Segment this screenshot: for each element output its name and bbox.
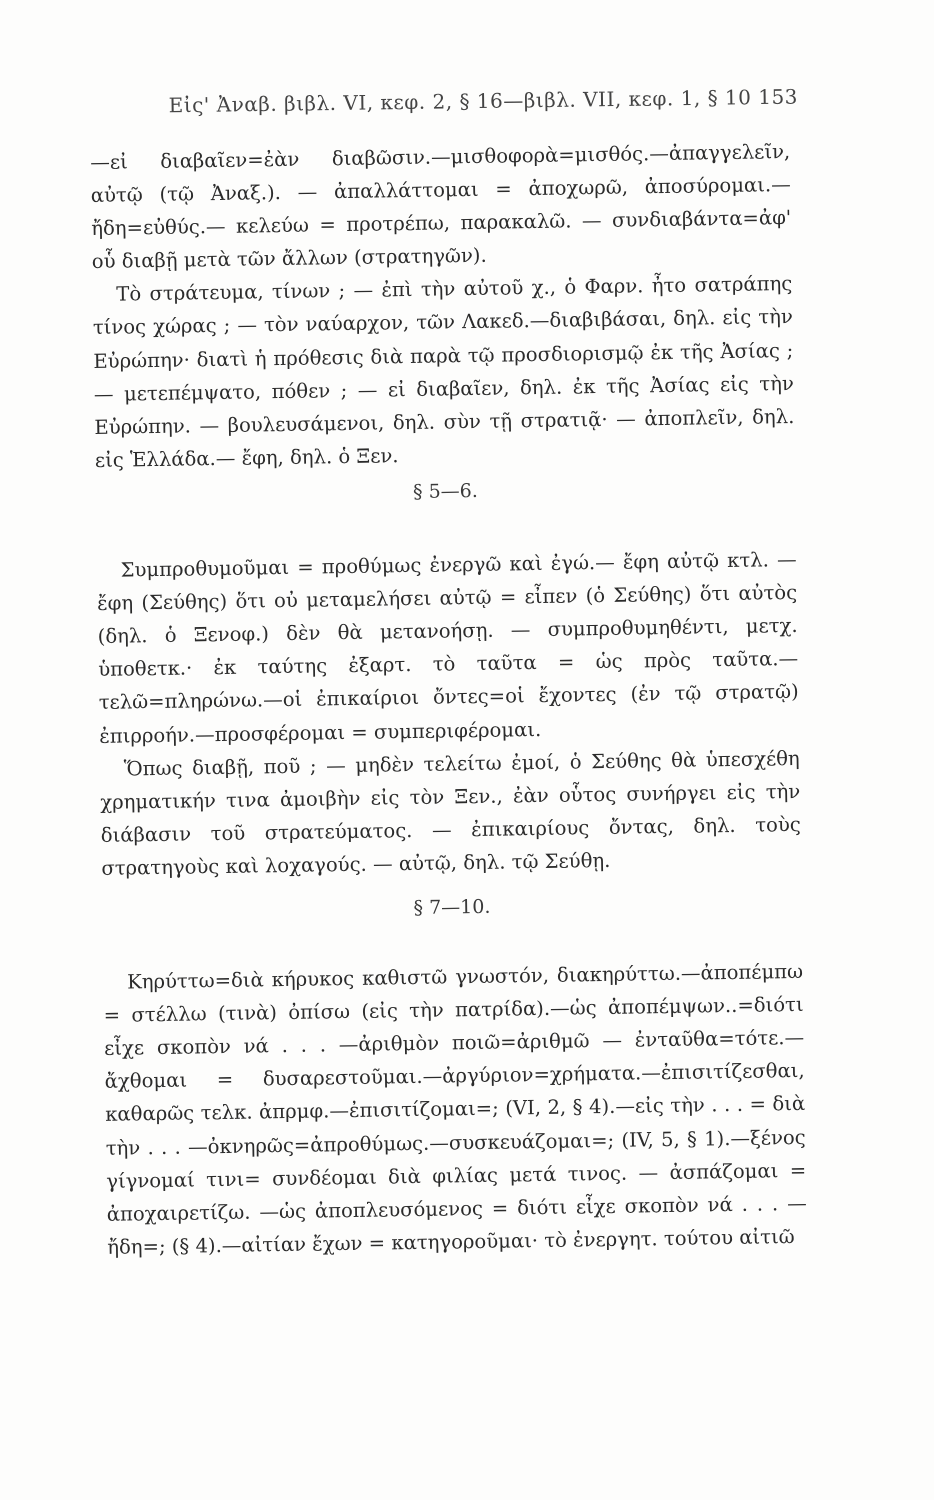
paragraph: Συμπροθυμοῦμαι = προθύμως ἐνεργῶ καὶ ἐγώ.— ἔφη αὐτῷ κτλ. — ἔφη (Σεύθης) ὅτι οὐ μεταμελήσει αὐτῷ = εἶπεν (ὁ Σεύθης) ὅτι αὐτὸς (δηλ. ὁ Ξενοφ.) δὲν θὰ μετανοήσῃ. — συμπροθυμηθέντι, μετχ. ὑποθετκ.· ἐκ ταύτης ἐξαρτ. τὸ ταῦτα = ὡς πρὸς ταῦτα.— τελῶ=πληρώνω.—οἱ ἐπικαίριοι ὄντες=οἱ ἔχοντες (ἐν τῷ στρατῷ) ἐπιρροήν.—προσφέρομαι = συμπεριφέρομαι.: [97, 547, 799, 748]
text-body: [90, 135, 807, 1264]
paragraph: —εἰ διαβαῖεν=ἐὰν διαβῶσιν.—μισθοφορὰ=μισθός.—ἀπαγγελεῖν, αὐτῷ (τῷ Ἀναξ.). — ἀπαλλάττομαι = ἀποχωρῶ, ἀποσύρομαι.—ἤδη=εὐθύς.— κελεύω = προτρέπω, παρακαλῶ. — συνδιαβάντα=ἀφ' οὗ διαβῇ μετὰ τῶν ἄλλων (στρατηγῶν).: [90, 140, 792, 274]
running-head: Εἰς' Ἀναβ. βιβλ. VI, κεφ. 2, § 16—βιβλ. VII, κεφ. 1, § 10 153: [168, 84, 799, 118]
section-heading: § 7—10.: [413, 895, 491, 919]
paragraph: Κηρύττω=διὰ κήρυκος καθιστῶ γνωστόν, διακηρύττω.—ἀποπέμπω = στέλλω (τινὰ) ὀπίσω (εἰς τὴν πατρίδα).—ὡς ἀποπέμψων..=διότι εἶχε σκοπὸν νά . . . —ἀριθμὸν ποιῶ=ἀριθμῶ — ἐνταῦθα=τότε.—ἄχθομαι = δυσαρεστοῦμαι.—ἀργύριον=χρήματα.—ἐπισιτίζεσθαι, καθαρῶς τελκ. ἀπρμφ.—ἐπισιτίζομαι=; (VI, 2, § 4).—εἰς τὴν . . . = διὰ τὴν . . . —ὀκνηρῶς=ἀπροθύμως.—συσκευάζομαι=; (IV, 5, § 1).—ξένος γίγνομαί τινι= συνδέομαι διὰ φιλίας μετά τινος. — ἀσπάζομαι = ἀποχαιρετίζω. —ὡς ἀποπλευσόμενος = διότι εἶχε σκοπὸν νά . . . — ἤδη=; (§ 4).—αἰτίαν ἔχων = κατηγοροῦμαι· τὸ ἐνεργητ. τούτου αἰτιῶ: [103, 959, 807, 1259]
section-heading: § 5—6.: [412, 479, 479, 503]
paragraph: Ὅπως διαβῇ, ποῦ ; — μηδὲν τελείτω ἐμοί, ὁ Σεύθης θὰ ὑπεσχέθη χρηματικήν τινα ἀμοιβὴν εἰς τὸν Ξεν., ἐὰν οὗτος συνήργει εἰς τὴν διάβασιν τοῦ στρατεύματος. — ἐπικαιρίους ὄντας, δηλ. τοὺς στρατηγοὺς καὶ λοχαγούς. — αὐτῷ, δηλ. τῷ Σεύθῃ.: [100, 746, 801, 880]
paragraph: Τὸ στράτευμα, τίνων ; — ἐπὶ τὴν αὐτοῦ χ., ὁ Φαρν. ἦτο σατράπης τίνος χώρας ; — τὸν ναύαρχον, τῶν Λακεδ.—διαβιβάσαι, δηλ. εἰς τὴν Εὐρώπην· διατὶ ἡ πρόθεσις διὰ παρὰ τῷ προσδιορισμῷ ἐκ τῆς Ἀσίας ; — μετεπέμψατο, πόθεν ; — εἰ διαβαῖεν, δηλ. ἐκ τῆς Ἀσίας εἰς τὴν Εὐρώπην. — βουλευσάμενοι, δηλ. σὺν τῇ στρατιᾷ· — ἀποπλεῖν, δηλ. εἰς Ἑλλάδα.— ἔφη, δηλ. ὁ Ξεν.: [92, 272, 795, 472]
